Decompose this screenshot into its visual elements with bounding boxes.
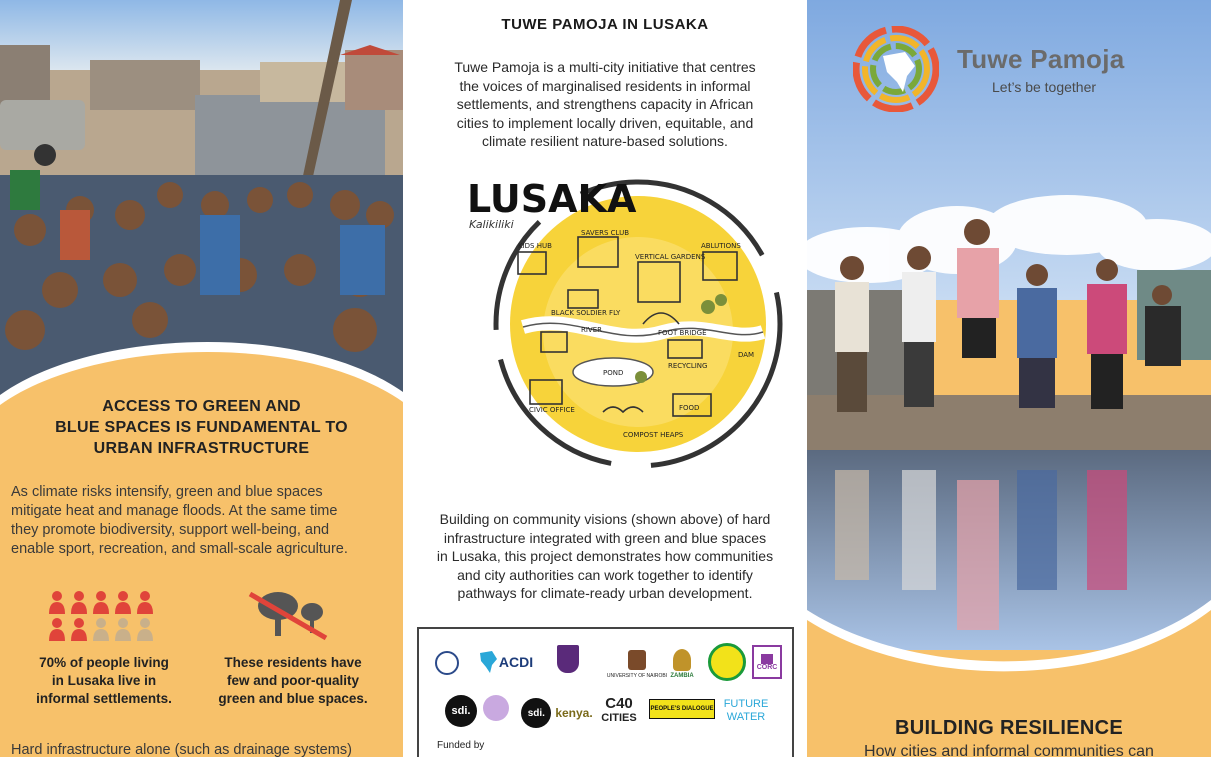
paragraph-line: they promote biodiversity, support well-being, and xyxy=(11,522,330,538)
sketch-label: FOOD xyxy=(679,404,700,412)
paragraph-line: As climate risks intensify, green and blue spaces xyxy=(11,484,323,500)
person-icon xyxy=(71,618,87,641)
cities-text: CITIES xyxy=(601,712,637,724)
kenya-text: kenya. xyxy=(555,706,593,720)
paragraph-line: infrastructure integrated with green and blue spaces xyxy=(443,529,767,546)
sdi-kenya-logo xyxy=(519,697,595,729)
nairobi-crest-icon xyxy=(628,650,646,670)
sketch-label: ABLUTIONS xyxy=(701,242,741,250)
sketch-subtitle: Kalikiliki xyxy=(469,218,514,231)
sketch-label: FOOT BRIDGE xyxy=(658,329,707,337)
acdi-text: ACDI xyxy=(498,654,534,670)
community-visions-paragraph xyxy=(415,510,795,603)
paragraph-line: pathways for climate-ready urban development. xyxy=(457,585,753,601)
sketch-label: VERTICAL GARDENS xyxy=(635,253,706,261)
informal-settlements-stat xyxy=(18,654,190,708)
sketch-label: DAM xyxy=(738,351,755,359)
sketch-title: LUSAKA xyxy=(467,177,637,221)
left-panel xyxy=(0,0,403,757)
climate-risks-paragraph xyxy=(11,483,396,559)
africa-map-icon xyxy=(477,649,499,675)
university-of-nairobi-logo xyxy=(607,643,667,685)
brand-name: Tuwe Pamoja xyxy=(957,44,1125,74)
sketch-label: POND xyxy=(603,369,624,377)
tuwe-pamoja-logo-icon xyxy=(853,26,939,112)
building-resilience-subheading: How cities and informal communities can xyxy=(864,743,1154,757)
partner-logos-box xyxy=(417,627,794,757)
sketch-label: SAVERS CLUB xyxy=(581,229,630,237)
stat-line: 70% of people living xyxy=(39,655,169,670)
paragraph-line: Tuwe Pamoja is a multi-city initiative that centres xyxy=(454,59,756,75)
c40-cities-logo xyxy=(595,693,643,729)
nairobi-text: UNIVERSITY OF NAIROBI xyxy=(606,672,668,679)
paragraph-line: settlements, and strengthens capacity in African xyxy=(456,96,754,112)
paragraph-line: cities to implement locally driven, equitable, and xyxy=(456,114,754,131)
sdi-kenya-badge: sdi. xyxy=(521,698,551,728)
stat-line: These residents have xyxy=(224,655,362,670)
person-icon xyxy=(49,618,65,641)
peoples-dialogue-text: PEOPLE'S DIALOGUE xyxy=(650,706,714,712)
paragraph-line: enable sport, recreation, and small-scale agriculture. xyxy=(11,541,348,557)
project-intro-paragraph xyxy=(429,58,781,151)
purple-circle-logo xyxy=(483,695,509,721)
paragraph-line: mitigate heat and manage floods. At the same time xyxy=(11,503,338,519)
hard-infrastructure-text: Hard infrastructure alone (such as drainage systems) xyxy=(11,742,352,757)
corc-text: CORC xyxy=(756,663,778,671)
middle-panel xyxy=(403,0,807,757)
panel-title: TUWE PAMOJA IN LUSAKA xyxy=(501,16,709,33)
person-icon xyxy=(93,618,109,641)
heading-line: URBAN INFRASTRUCTURE xyxy=(93,440,310,457)
stat-line: few and poor-quality xyxy=(226,673,359,688)
paragraph-line: and city authorities can work together to identify xyxy=(457,566,753,583)
university-shield-logo xyxy=(557,645,579,673)
person-icon xyxy=(137,591,153,614)
acdi-logo xyxy=(475,645,535,679)
stat-line: in Lusaka live in xyxy=(51,673,157,688)
zambia-logo xyxy=(669,643,695,685)
paragraph-line: Building on community visions (shown above) of hard xyxy=(439,511,771,527)
person-icon xyxy=(137,618,153,641)
corc-mark-icon xyxy=(761,654,773,664)
building-resilience-heading: BUILDING RESILIENCE xyxy=(895,717,1123,739)
stat-line: informal settlements. xyxy=(36,691,172,706)
person-icon xyxy=(93,591,109,614)
university-crest-logo xyxy=(435,651,459,675)
sketch-label: KIDS HUB xyxy=(518,242,552,250)
peoples-dialogue-logo xyxy=(649,699,715,719)
walking-group-photo xyxy=(807,0,1211,757)
sketch-label: CIVIC OFFICE xyxy=(529,406,575,414)
sketch-label: RIVER xyxy=(581,326,603,334)
person-icon xyxy=(115,591,131,614)
funded-by-label: Funded by xyxy=(437,740,485,751)
person-icon xyxy=(115,618,131,641)
sketch-label: BLACK SOLDIER FLY xyxy=(551,309,621,317)
stat-line: green and blue spaces. xyxy=(218,691,368,706)
zambia-text: ZAMBIA xyxy=(670,673,694,679)
person-icon xyxy=(49,591,65,614)
future-text: FUTURE xyxy=(723,698,769,710)
sketch-label: COMPOST HEAPS xyxy=(623,431,684,439)
section-heading-green-blue-spaces xyxy=(0,396,403,459)
yellow-round-logo xyxy=(708,643,746,681)
sketch-label: RECYCLING xyxy=(668,362,708,370)
corc-logo xyxy=(752,645,782,679)
people-icon-grid xyxy=(48,590,158,644)
right-panel xyxy=(807,0,1211,757)
sdi-logo xyxy=(445,695,477,727)
no-trees-icon xyxy=(246,590,328,642)
paragraph-line: the voices of marginalised residents in informal xyxy=(459,77,751,94)
future-water-logo xyxy=(721,693,771,729)
water-text: WATER xyxy=(726,711,766,723)
sdi-text: sdi. xyxy=(451,705,471,717)
paragraph-line: climate resilient nature-based solutions. xyxy=(482,133,728,149)
brand-tagline: Let’s be together xyxy=(992,79,1097,95)
paragraph-line: in Lusaka, this project demonstrates how communities xyxy=(436,548,774,564)
zambia-crest-icon xyxy=(673,649,691,671)
heading-line: ACCESS TO GREEN AND xyxy=(102,398,301,415)
green-space-access-stat xyxy=(202,654,384,708)
heading-line: BLUE SPACES IS FUNDAMENTAL TO xyxy=(55,419,348,436)
c40-text: C40 xyxy=(605,695,633,712)
lusaka-community-sketch xyxy=(463,172,783,482)
person-icon xyxy=(71,591,87,614)
